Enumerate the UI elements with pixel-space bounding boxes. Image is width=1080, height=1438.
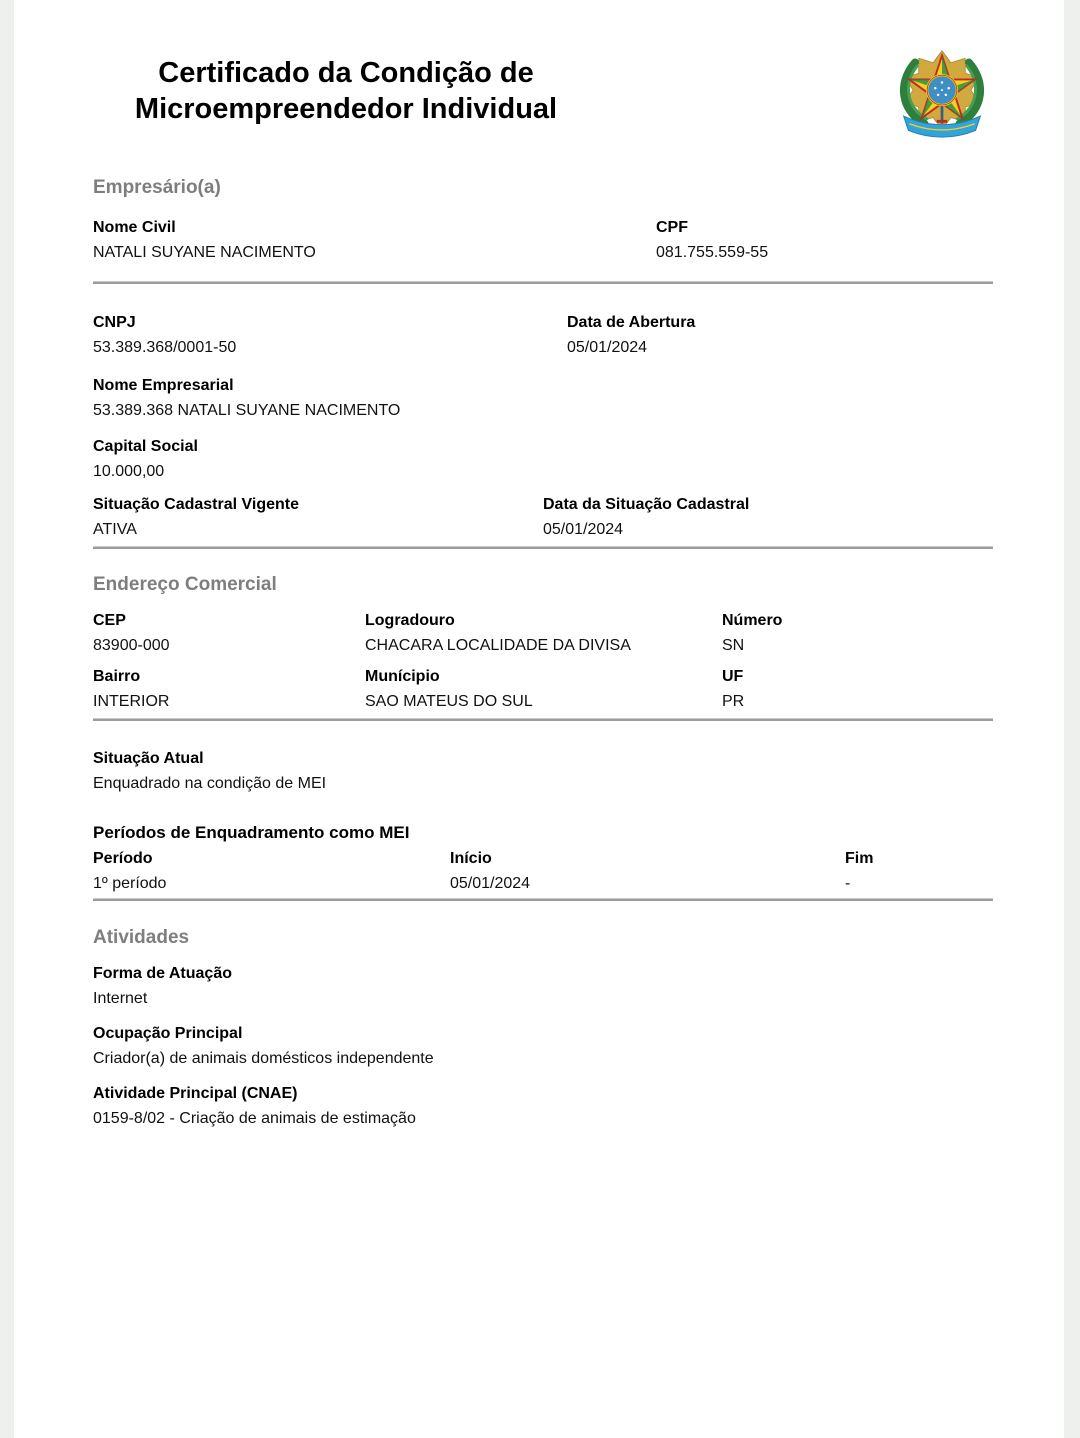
field-nome-empresarial [93,376,993,421]
fim-column-header: Fim [845,850,874,867]
field-logradouro [365,611,722,656]
municipio-value: SAO MATEUS DO SUL [365,693,533,710]
field-cep [93,611,365,656]
cnae-label: Atividade Principal (CNAE) [93,1085,298,1102]
fim-cell: - [845,875,851,892]
situacao-cadastral-value: ATIVA [93,521,137,538]
numero-label: Número [722,612,783,629]
page-title-line2: Microempreendedor Individual [134,93,558,125]
bairro-value: INTERIOR [93,693,170,710]
field-situacao-cadastral [93,495,543,540]
field-municipio [365,667,722,712]
field-situacao-atual [93,749,993,794]
field-capital-social [93,437,993,482]
field-forma-atuacao [93,964,993,1009]
field-numero [722,611,993,656]
ocupacao-principal-label: Ocupação Principal [93,1025,243,1042]
logradouro-label: Logradouro [365,612,455,629]
section-divider [93,281,993,284]
page-title [76,55,616,127]
cnae-value: 0159-8/02 - Criação de animais de estimação [93,1110,416,1127]
situacao-atual-label: Situação Atual [93,750,204,767]
numero-value: SN [722,637,745,654]
cpf-value: 081.755.559-55 [656,244,769,261]
section-heading-empresario: Empresário(a) [93,177,221,198]
bairro-label: Bairro [93,668,141,685]
logradouro-value: CHACARA LOCALIDADE DA DIVISA [365,637,631,654]
capital-social-value: 10.000,00 [93,463,165,480]
periodo-column-header: Período [93,850,153,867]
field-atividade-principal-cnae [93,1084,993,1129]
section-divider [93,546,993,549]
document-header [14,45,1064,140]
periodos-table-heading: Períodos de Enquadramento como MEI [93,823,410,842]
ocupacao-principal-value: Criador(a) de animais domésticos independente [93,1050,434,1067]
certificate-page [14,0,1064,1438]
page-title-line1: Certificado da Condição de [158,57,534,89]
field-bairro [93,667,365,712]
nome-empresarial-label: Nome Empresarial [93,377,234,394]
municipio-label: Munícipio [365,668,440,685]
field-cnpj [93,313,567,358]
nome-empresarial-value: 53.389.368 NATALI SUYANE NACIMENTO [93,402,401,419]
cnpj-label: CNPJ [93,314,136,331]
field-data-situacao [543,495,993,540]
cpf-label: CPF [656,219,688,236]
brazil-coat-of-arms-icon [894,45,990,141]
section-heading-atividades: Atividades [93,927,190,948]
data-situacao-label: Data da Situação Cadastral [543,496,750,513]
field-data-abertura [567,313,993,358]
field-uf [722,667,993,712]
row-bairro-municipio-uf [93,667,993,712]
cep-label: CEP [93,612,126,629]
row-situacao-cadastral [93,495,993,540]
capital-social-label: Capital Social [93,438,198,455]
table-row [93,869,993,894]
periodo-cell: 1º período [93,875,167,892]
inicio-cell: 05/01/2024 [450,875,531,892]
forma-atuacao-label: Forma de Atuação [93,965,232,982]
section-divider [93,718,993,721]
row-nome-civil-cpf [93,218,993,263]
uf-label: UF [722,668,744,685]
data-abertura-label: Data de Abertura [567,314,696,331]
forma-atuacao-value: Internet [93,990,148,1007]
row-cep-logradouro-numero [93,611,993,656]
field-nome-civil [93,218,656,263]
nome-civil-value: NATALI SUYANE NACIMENTO [93,244,316,261]
field-ocupacao-principal [93,1024,993,1069]
uf-value: PR [722,693,745,710]
cnpj-value: 53.389.368/0001-50 [93,339,237,356]
section-heading-endereco: Endereço Comercial [93,574,277,595]
periodos-header-row [93,849,993,869]
situacao-atual-value: Enquadrado na condição de MEI [93,775,327,792]
cep-value: 83900-000 [93,637,170,654]
inicio-column-header: Início [450,850,492,867]
nome-civil-label: Nome Civil [93,219,176,236]
data-situacao-value: 05/01/2024 [543,521,624,538]
data-abertura-value: 05/01/2024 [567,339,648,356]
field-cpf [656,218,993,263]
section-divider [93,898,993,901]
situacao-cadastral-label: Situação Cadastral Vigente [93,496,299,513]
row-cnpj-abertura [93,313,993,358]
